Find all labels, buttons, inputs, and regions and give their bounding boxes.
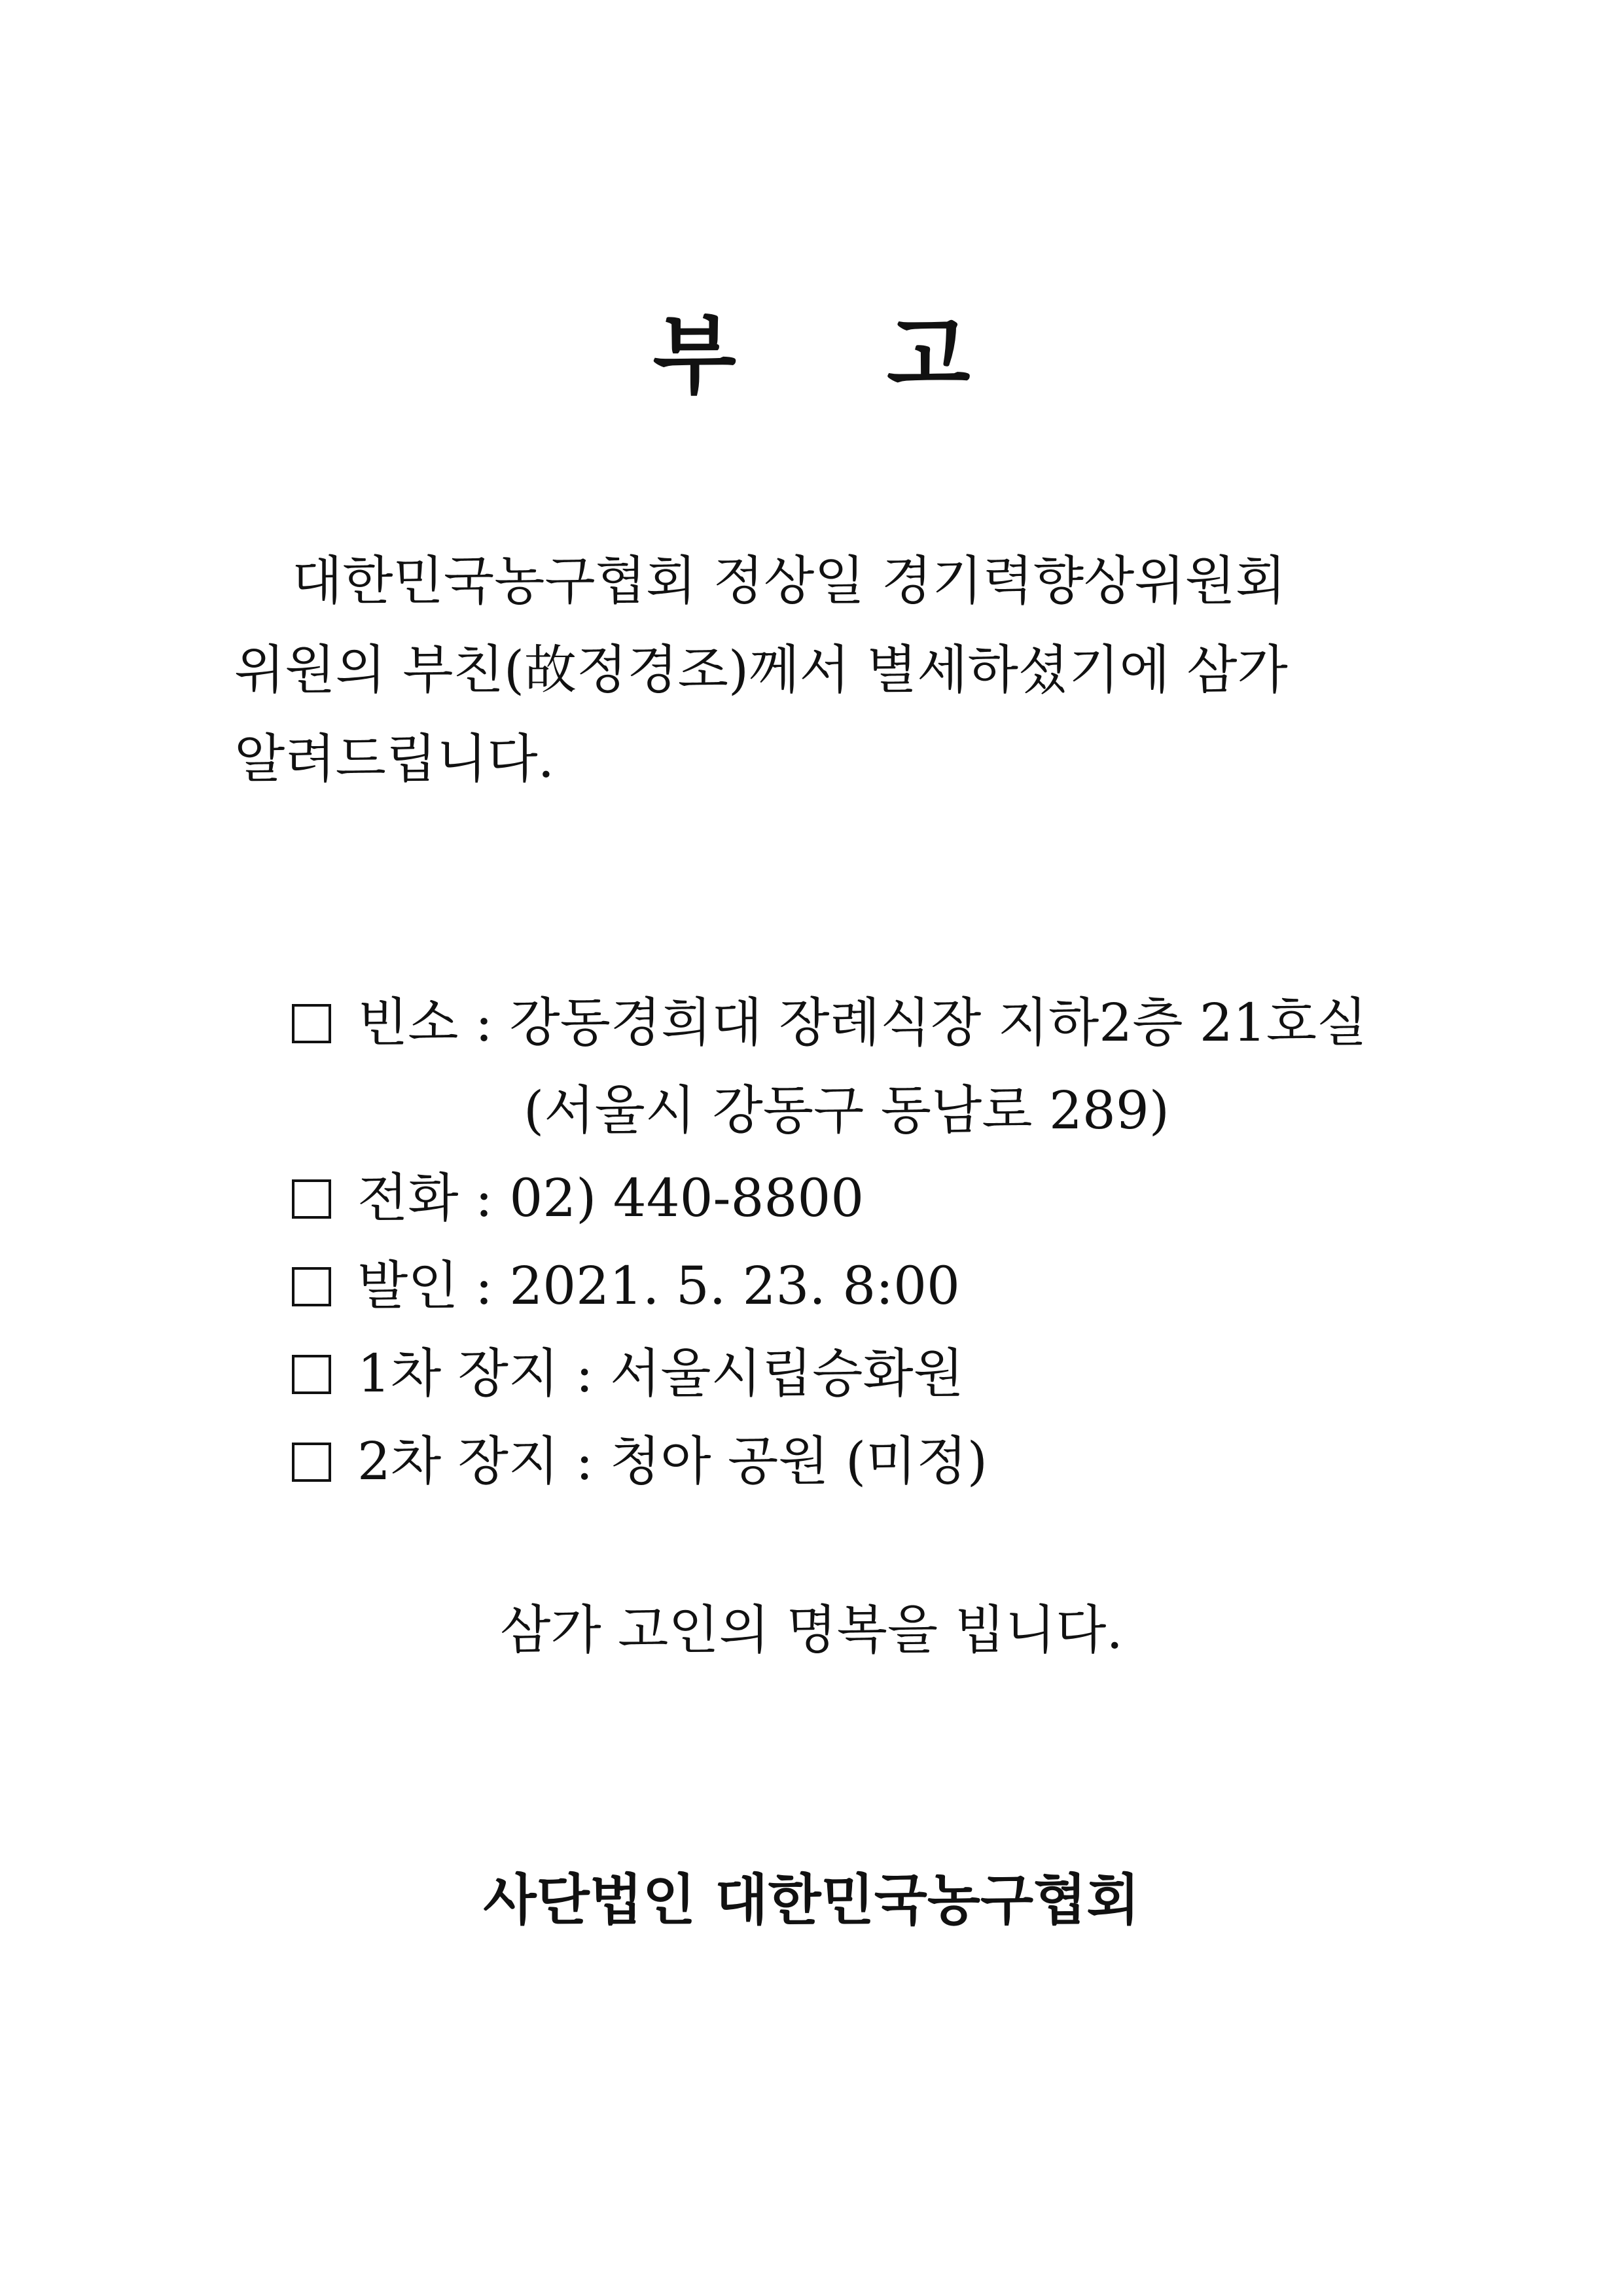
announcement-line-2: 위원의 부친(故정경조)께서 별세하셨기에 삼가 bbox=[234, 639, 1288, 700]
detail-funeral-home-text: 빈소 : 강동경희대 장례식장 지하2층 21호실 bbox=[357, 992, 1368, 1053]
detail-funeral-home bbox=[292, 979, 1367, 1067]
detail-phone bbox=[292, 1155, 864, 1242]
checkbox-icon bbox=[292, 1443, 331, 1482]
announcement-line-1: 대한민국농구협회 정상일 경기력향상위원회 bbox=[292, 550, 1287, 611]
title-char-1: 부 bbox=[652, 305, 736, 406]
detail-burial-1 bbox=[292, 1330, 964, 1418]
checkbox-icon bbox=[292, 1267, 331, 1306]
checkbox-icon bbox=[292, 1004, 331, 1043]
detail-burial-2 bbox=[292, 1418, 988, 1505]
detail-departure bbox=[292, 1242, 960, 1330]
detail-address-text: (서울시 강동구 동남로 289) bbox=[524, 1080, 1169, 1141]
signature: 사단법인 대한민국농구협회 bbox=[483, 1867, 1140, 1932]
detail-funeral-home-address bbox=[524, 1067, 1169, 1155]
page-title bbox=[0, 305, 1623, 406]
closing-text: 삼가 고인의 명복을 빕니다. bbox=[500, 1600, 1123, 1660]
detail-departure-text: 발인 : 2021. 5. 23. 8:00 bbox=[357, 1255, 960, 1316]
announcement-paragraph bbox=[234, 537, 1386, 804]
detail-burial-2-text: 2차 장지 : 청아 공원 (미정) bbox=[357, 1431, 988, 1492]
detail-phone-text: 전화 : 02) 440-8800 bbox=[357, 1168, 865, 1229]
title-char-2: 고 bbox=[887, 305, 971, 406]
announcement-line-3: 알려드립니다. bbox=[234, 728, 555, 789]
checkbox-icon bbox=[292, 1179, 331, 1219]
checkbox-icon bbox=[292, 1355, 331, 1394]
detail-burial-1-text: 1차 장지 : 서울시립승화원 bbox=[357, 1343, 964, 1404]
